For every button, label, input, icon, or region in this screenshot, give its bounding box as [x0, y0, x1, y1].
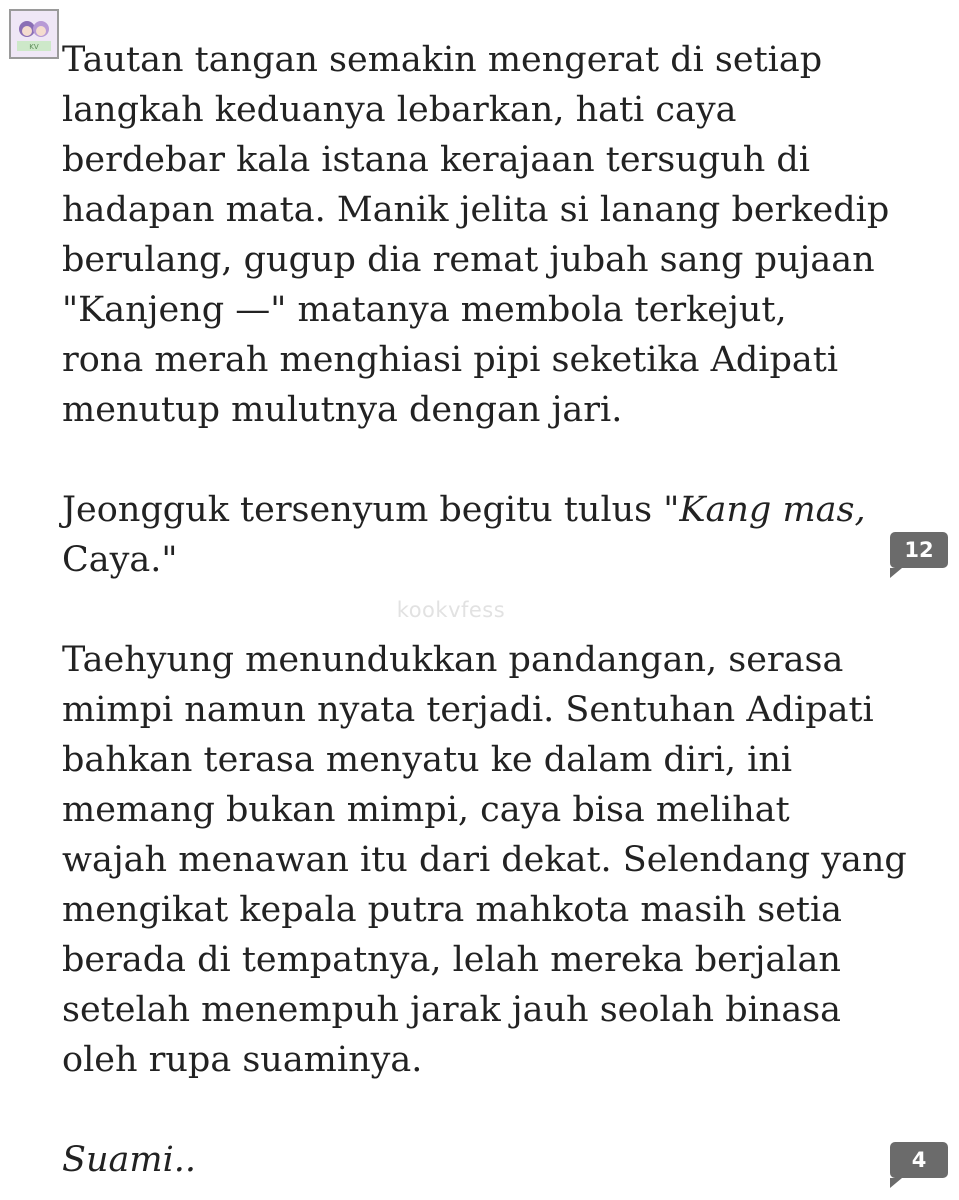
- text-line: menutup mulutnya dengan jari.: [62, 390, 623, 430]
- text-line: berdebar kala istana kerajaan tersuguh di: [62, 140, 810, 180]
- paragraph-4: [62, 1135, 902, 1185]
- paragraph-1: [62, 35, 902, 435]
- profile-avatar-icon: [9, 9, 59, 59]
- text-line: Caya.": [62, 540, 178, 580]
- text-line: [62, 485, 902, 535]
- story-text: [62, 35, 907, 1185]
- watermark: kookvfess: [396, 598, 506, 622]
- text-line: "Kanjeng —" matanya membola terkejut,: [62, 290, 787, 330]
- paragraph-2: [62, 485, 902, 585]
- text-line: setelah menempuh jarak jauh seolah binasa: [62, 990, 842, 1030]
- text-line: berulang, gugup dia remat jubah sang pujaan: [62, 240, 875, 280]
- text-line: berada di tempatnya, lelah mereka berjalan: [62, 940, 841, 980]
- closing-italic: Suami..: [62, 1140, 197, 1180]
- text-line: mimpi namun nyata terjadi. Sentuhan Adipati: [62, 690, 874, 730]
- text-line: rona merah menghiasi pipi seketika Adipati: [62, 340, 839, 380]
- text-line: hadapan mata. Manik jelita si lanang berkedip: [62, 190, 890, 230]
- paragraph-3: [62, 635, 907, 1085]
- text-line: langkah keduanya lebarkan, hati caya: [62, 90, 737, 130]
- text-line: mengikat kepala putra mahkota masih setia: [62, 890, 843, 930]
- comment-count-badge[interactable]: 12: [890, 532, 948, 568]
- svg-text:KV: KV: [29, 43, 39, 51]
- dialogue-text: Jeongguk tersenyum begitu tulus ": [62, 490, 680, 530]
- text-line: Taehyung menundukkan pandangan, serasa: [62, 640, 844, 680]
- text-line: bahkan terasa menyatu ke dalam diri, ini: [62, 740, 793, 780]
- text-line: wajah menawan itu dari dekat. Selendang yang: [62, 840, 907, 880]
- text-line: [62, 1135, 902, 1185]
- comment-count-badge[interactable]: 4: [890, 1142, 948, 1178]
- dialogue-italic: Kang mas,: [679, 490, 866, 530]
- text-line: oleh rupa suaminya.: [62, 1040, 423, 1080]
- text-line: Tautan tangan semakin mengerat di setiap: [62, 40, 823, 80]
- text-line: memang bukan mimpi, caya bisa melihat: [62, 790, 790, 830]
